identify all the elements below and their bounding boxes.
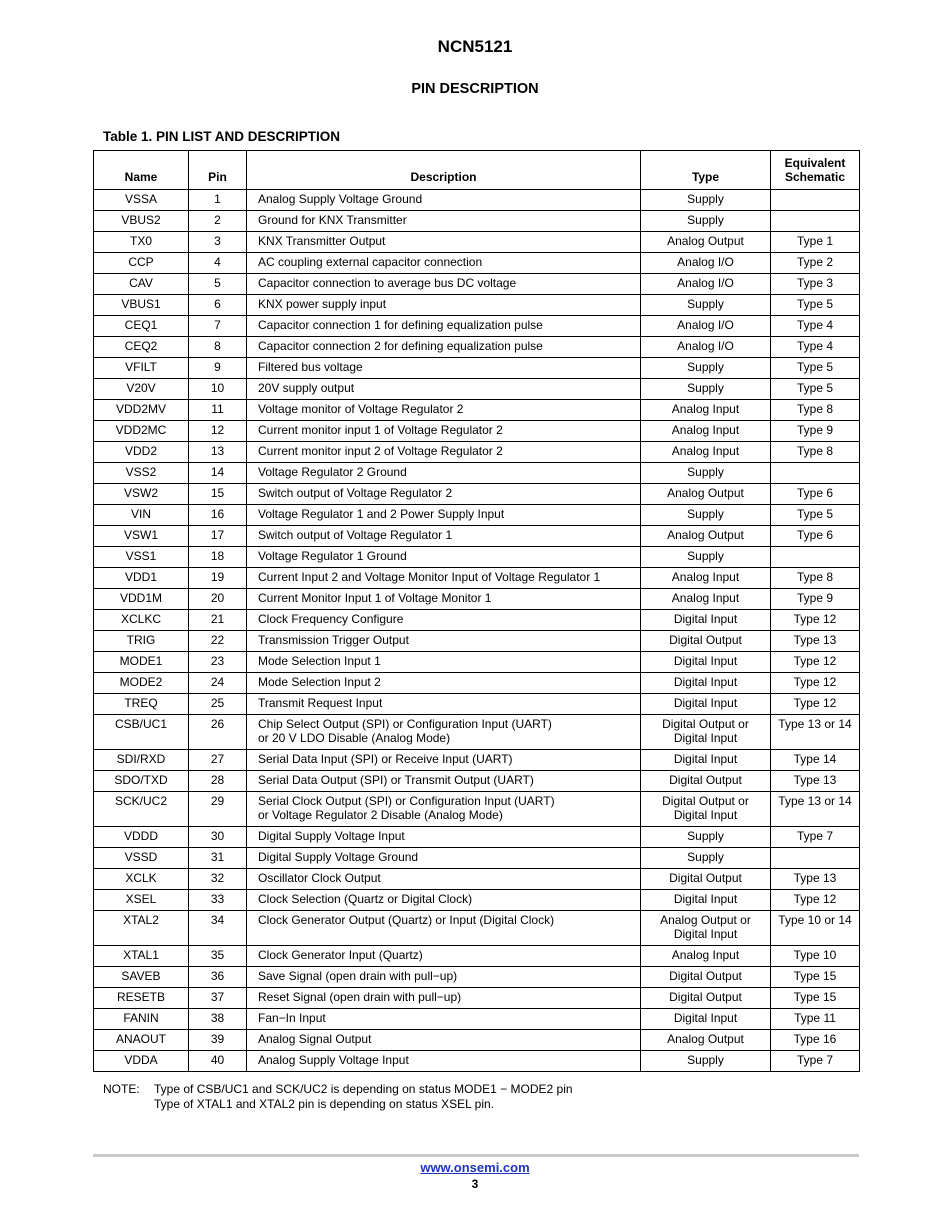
cell-type: Supply: [641, 190, 771, 211]
note-line: Type of CSB/UC1 and SCK/UC2 is depending on status MODE1 − MODE2 pin: [154, 1082, 573, 1096]
table-note: [103, 1082, 573, 1112]
table-row: [94, 771, 860, 792]
cell-equivalent-schematic: Type 5: [771, 505, 860, 526]
cell-pin: 33: [189, 890, 247, 911]
cell-type: Analog I/O: [641, 274, 771, 295]
cell-equivalent-schematic: [771, 547, 860, 568]
cell-description: Analog Signal Output: [247, 1030, 641, 1051]
cell-equivalent-schematic: Type 5: [771, 295, 860, 316]
cell-type: Digital Input: [641, 890, 771, 911]
cell-type: Supply: [641, 547, 771, 568]
cell-equivalent-schematic: Type 10 or 14: [771, 911, 860, 946]
cell-equivalent-schematic: Type 13: [771, 771, 860, 792]
cell-type: Digital Output: [641, 771, 771, 792]
cell-type: Analog Input: [641, 589, 771, 610]
column-header-description: Description: [247, 151, 641, 190]
cell-description: Chip Select Output (SPI) or Configuration Input (UART) or 20 V LDO Disable (Analog Mode): [247, 715, 641, 750]
cell-name: XTAL1: [94, 946, 189, 967]
cell-equivalent-schematic: Type 6: [771, 484, 860, 505]
table-row: [94, 211, 860, 232]
cell-description: Transmission Trigger Output: [247, 631, 641, 652]
cell-pin: 22: [189, 631, 247, 652]
cell-pin: 12: [189, 421, 247, 442]
cell-pin: 29: [189, 792, 247, 827]
cell-equivalent-schematic: Type 12: [771, 610, 860, 631]
cell-pin: 36: [189, 967, 247, 988]
cell-pin: 7: [189, 316, 247, 337]
cell-type: Supply: [641, 379, 771, 400]
cell-description: Capacitor connection 2 for defining equalization pulse: [247, 337, 641, 358]
cell-type: Analog I/O: [641, 337, 771, 358]
table-row: [94, 750, 860, 771]
cell-type: Supply: [641, 827, 771, 848]
cell-type: Digital Input: [641, 610, 771, 631]
cell-type: Supply: [641, 295, 771, 316]
cell-description: Voltage Regulator 1 and 2 Power Supply Input: [247, 505, 641, 526]
cell-pin: 31: [189, 848, 247, 869]
table-row: [94, 442, 860, 463]
cell-name: VSSA: [94, 190, 189, 211]
cell-name: FANIN: [94, 1009, 189, 1030]
cell-name: VDDA: [94, 1051, 189, 1072]
cell-equivalent-schematic: Type 12: [771, 890, 860, 911]
cell-equivalent-schematic: Type 5: [771, 358, 860, 379]
cell-equivalent-schematic: Type 2: [771, 253, 860, 274]
cell-description: Capacitor connection to average bus DC voltage: [247, 274, 641, 295]
cell-pin: 27: [189, 750, 247, 771]
table-row: [94, 610, 860, 631]
cell-equivalent-schematic: Type 1: [771, 232, 860, 253]
cell-type: Analog Input: [641, 946, 771, 967]
cell-type: Analog Input: [641, 421, 771, 442]
cell-description: Reset Signal (open drain with pull−up): [247, 988, 641, 1009]
cell-type: Supply: [641, 505, 771, 526]
cell-name: SDI/RXD: [94, 750, 189, 771]
cell-name: V20V: [94, 379, 189, 400]
cell-description: Clock Generator Output (Quartz) or Input (Digital Clock): [247, 911, 641, 946]
cell-type: Digital Input: [641, 1009, 771, 1030]
note-lines: [154, 1082, 573, 1112]
cell-type: Digital Input: [641, 652, 771, 673]
cell-type: Analog Output or Digital Input: [641, 911, 771, 946]
cell-description: Current monitor input 2 of Voltage Regulator 2: [247, 442, 641, 463]
cell-equivalent-schematic: Type 8: [771, 442, 860, 463]
cell-equivalent-schematic: Type 8: [771, 568, 860, 589]
cell-pin: 2: [189, 211, 247, 232]
cell-pin: 8: [189, 337, 247, 358]
table-header-row: [94, 151, 860, 190]
table-row: [94, 911, 860, 946]
cell-description: KNX Transmitter Output: [247, 232, 641, 253]
table-row: [94, 505, 860, 526]
cell-type: Digital Input: [641, 673, 771, 694]
cell-equivalent-schematic: Type 9: [771, 589, 860, 610]
cell-description: Mode Selection Input 2: [247, 673, 641, 694]
cell-pin: 34: [189, 911, 247, 946]
pin-table-body: [94, 190, 860, 1072]
cell-pin: 28: [189, 771, 247, 792]
cell-name: VSW2: [94, 484, 189, 505]
cell-name: XCLKC: [94, 610, 189, 631]
table-row: [94, 652, 860, 673]
cell-name: CEQ2: [94, 337, 189, 358]
cell-pin: 38: [189, 1009, 247, 1030]
cell-equivalent-schematic: Type 15: [771, 967, 860, 988]
cell-description: Voltage monitor of Voltage Regulator 2: [247, 400, 641, 421]
cell-name: SCK/UC2: [94, 792, 189, 827]
table-row: [94, 421, 860, 442]
cell-pin: 11: [189, 400, 247, 421]
cell-equivalent-schematic: Type 9: [771, 421, 860, 442]
cell-description: Clock Selection (Quartz or Digital Clock): [247, 890, 641, 911]
cell-name: VDD2MV: [94, 400, 189, 421]
cell-equivalent-schematic: Type 12: [771, 694, 860, 715]
cell-equivalent-schematic: [771, 848, 860, 869]
table-row: [94, 358, 860, 379]
cell-pin: 20: [189, 589, 247, 610]
table-row: [94, 631, 860, 652]
cell-equivalent-schematic: Type 16: [771, 1030, 860, 1051]
cell-type: Supply: [641, 848, 771, 869]
cell-pin: 10: [189, 379, 247, 400]
table-row: [94, 526, 860, 547]
cell-name: VIN: [94, 505, 189, 526]
cell-equivalent-schematic: Type 7: [771, 827, 860, 848]
cell-equivalent-schematic: Type 13 or 14: [771, 715, 860, 750]
cell-description: Switch output of Voltage Regulator 2: [247, 484, 641, 505]
table-row: [94, 484, 860, 505]
table-row: [94, 715, 860, 750]
table-row: [94, 1030, 860, 1051]
cell-pin: 37: [189, 988, 247, 1009]
cell-name: XCLK: [94, 869, 189, 890]
cell-equivalent-schematic: Type 11: [771, 1009, 860, 1030]
cell-name: VBUS1: [94, 295, 189, 316]
cell-description: Fan−In Input: [247, 1009, 641, 1030]
cell-description: Serial Data Input (SPI) or Receive Input (UART): [247, 750, 641, 771]
cell-type: Digital Input: [641, 750, 771, 771]
cell-description: Clock Frequency Configure: [247, 610, 641, 631]
cell-type: Analog Input: [641, 400, 771, 421]
cell-type: Analog Input: [641, 442, 771, 463]
table-row: [94, 967, 860, 988]
cell-equivalent-schematic: Type 3: [771, 274, 860, 295]
pin-table: [93, 150, 860, 1072]
table-row: [94, 400, 860, 421]
cell-pin: 24: [189, 673, 247, 694]
section-title: PIN DESCRIPTION: [411, 81, 539, 97]
table-caption: Table 1. PIN LIST AND DESCRIPTION: [103, 129, 341, 144]
cell-pin: 21: [189, 610, 247, 631]
table-row: [94, 848, 860, 869]
cell-name: VSSD: [94, 848, 189, 869]
cell-equivalent-schematic: [771, 190, 860, 211]
cell-description: 20V supply output: [247, 379, 641, 400]
cell-equivalent-schematic: Type 7: [771, 1051, 860, 1072]
cell-type: Analog Input: [641, 568, 771, 589]
column-header-type: Type: [641, 151, 771, 190]
cell-name: VSS2: [94, 463, 189, 484]
table-row: [94, 295, 860, 316]
cell-name: TRIG: [94, 631, 189, 652]
cell-pin: 18: [189, 547, 247, 568]
cell-equivalent-schematic: Type 8: [771, 400, 860, 421]
cell-pin: 35: [189, 946, 247, 967]
cell-name: VDDD: [94, 827, 189, 848]
cell-type: Supply: [641, 1051, 771, 1072]
table-row: [94, 253, 860, 274]
cell-description: Oscillator Clock Output: [247, 869, 641, 890]
cell-description: AC coupling external capacitor connection: [247, 253, 641, 274]
cell-type: Digital Output: [641, 631, 771, 652]
cell-equivalent-schematic: Type 13 or 14: [771, 792, 860, 827]
cell-pin: 26: [189, 715, 247, 750]
cell-description: Save Signal (open drain with pull−up): [247, 967, 641, 988]
cell-name: CEQ1: [94, 316, 189, 337]
cell-pin: 14: [189, 463, 247, 484]
footer-website-link[interactable]: www.onsemi.com: [420, 1160, 530, 1175]
cell-name: CSB/UC1: [94, 715, 189, 750]
cell-equivalent-schematic: Type 12: [771, 673, 860, 694]
cell-name: XSEL: [94, 890, 189, 911]
cell-name: VDD1M: [94, 589, 189, 610]
cell-type: Supply: [641, 463, 771, 484]
document-title: NCN5121: [437, 37, 513, 56]
cell-description: Current monitor input 1 of Voltage Regulator 2: [247, 421, 641, 442]
cell-name: RESETB: [94, 988, 189, 1009]
cell-name: VSS1: [94, 547, 189, 568]
cell-type: Supply: [641, 358, 771, 379]
table-row: [94, 274, 860, 295]
cell-type: Digital Input: [641, 694, 771, 715]
cell-name: SAVEB: [94, 967, 189, 988]
cell-type: Analog I/O: [641, 253, 771, 274]
table-row: [94, 694, 860, 715]
table-row: [94, 190, 860, 211]
table-row: [94, 232, 860, 253]
cell-pin: 40: [189, 1051, 247, 1072]
cell-name: CCP: [94, 253, 189, 274]
cell-description: Current Monitor Input 1 of Voltage Monitor 1: [247, 589, 641, 610]
cell-name: VSW1: [94, 526, 189, 547]
cell-name: SDO/TXD: [94, 771, 189, 792]
table-row: [94, 379, 860, 400]
cell-description: Voltage Regulator 2 Ground: [247, 463, 641, 484]
column-header-equivalent-schematic: Equivalent Schematic: [771, 151, 860, 190]
cell-type: Analog Output: [641, 484, 771, 505]
cell-pin: 3: [189, 232, 247, 253]
table-row: [94, 946, 860, 967]
table-row: [94, 890, 860, 911]
table-row: [94, 463, 860, 484]
cell-pin: 39: [189, 1030, 247, 1051]
cell-description: KNX power supply input: [247, 295, 641, 316]
cell-type: Digital Output: [641, 967, 771, 988]
cell-pin: 23: [189, 652, 247, 673]
cell-type: Digital Output or Digital Input: [641, 792, 771, 827]
cell-description: Serial Data Output (SPI) or Transmit Output (UART): [247, 771, 641, 792]
cell-type: Analog Output: [641, 232, 771, 253]
cell-description: Voltage Regulator 1 Ground: [247, 547, 641, 568]
table-row: [94, 568, 860, 589]
cell-equivalent-schematic: Type 4: [771, 337, 860, 358]
cell-pin: 17: [189, 526, 247, 547]
cell-name: CAV: [94, 274, 189, 295]
table-row: [94, 316, 860, 337]
cell-name: XTAL2: [94, 911, 189, 946]
cell-description: Digital Supply Voltage Input: [247, 827, 641, 848]
cell-equivalent-schematic: Type 10: [771, 946, 860, 967]
cell-name: VBUS2: [94, 211, 189, 232]
cell-equivalent-schematic: Type 4: [771, 316, 860, 337]
cell-description: Digital Supply Voltage Ground: [247, 848, 641, 869]
cell-type: Analog Output: [641, 1030, 771, 1051]
table-row: [94, 869, 860, 890]
cell-equivalent-schematic: [771, 463, 860, 484]
cell-type: Analog I/O: [641, 316, 771, 337]
table-row: [94, 1051, 860, 1072]
table-row: [94, 827, 860, 848]
column-header-name: Name: [94, 151, 189, 190]
cell-type: Digital Output: [641, 988, 771, 1009]
note-label: NOTE:: [103, 1082, 140, 1096]
cell-equivalent-schematic: Type 13: [771, 631, 860, 652]
cell-name: MODE2: [94, 673, 189, 694]
cell-description: Analog Supply Voltage Ground: [247, 190, 641, 211]
cell-description: Filtered bus voltage: [247, 358, 641, 379]
table-row: [94, 1009, 860, 1030]
cell-type: Analog Output: [641, 526, 771, 547]
footer-divider: [93, 1154, 859, 1157]
note-line: Type of XTAL1 and XTAL2 pin is depending on status XSEL pin.: [154, 1097, 494, 1111]
cell-type: Supply: [641, 211, 771, 232]
cell-name: VFILT: [94, 358, 189, 379]
page-number: 3: [471, 1177, 479, 1191]
cell-name: VDD2MC: [94, 421, 189, 442]
table-row: [94, 547, 860, 568]
cell-description: Mode Selection Input 1: [247, 652, 641, 673]
cell-description: Switch output of Voltage Regulator 1: [247, 526, 641, 547]
cell-pin: 13: [189, 442, 247, 463]
cell-equivalent-schematic: Type 14: [771, 750, 860, 771]
table-row: [94, 673, 860, 694]
cell-pin: 15: [189, 484, 247, 505]
cell-description: Clock Generator Input (Quartz): [247, 946, 641, 967]
column-header-pin: Pin: [189, 151, 247, 190]
table-row: [94, 792, 860, 827]
cell-name: ANAOUT: [94, 1030, 189, 1051]
cell-equivalent-schematic: Type 12: [771, 652, 860, 673]
cell-pin: 16: [189, 505, 247, 526]
cell-equivalent-schematic: Type 13: [771, 869, 860, 890]
cell-pin: 19: [189, 568, 247, 589]
cell-description: Transmit Request Input: [247, 694, 641, 715]
cell-name: TREQ: [94, 694, 189, 715]
cell-pin: 32: [189, 869, 247, 890]
cell-pin: 6: [189, 295, 247, 316]
cell-description: Current Input 2 and Voltage Monitor Input of Voltage Regulator 1: [247, 568, 641, 589]
cell-name: VDD2: [94, 442, 189, 463]
table-row: [94, 988, 860, 1009]
cell-type: Digital Output: [641, 869, 771, 890]
cell-name: VDD1: [94, 568, 189, 589]
cell-description: Serial Clock Output (SPI) or Configuration Input (UART) or Voltage Regulator 2 Disable (Analog Mode): [247, 792, 641, 827]
cell-name: MODE1: [94, 652, 189, 673]
cell-pin: 5: [189, 274, 247, 295]
cell-pin: 30: [189, 827, 247, 848]
cell-description: Ground for KNX Transmitter: [247, 211, 641, 232]
cell-description: Capacitor connection 1 for defining equalization pulse: [247, 316, 641, 337]
cell-description: Analog Supply Voltage Input: [247, 1051, 641, 1072]
cell-pin: 25: [189, 694, 247, 715]
table-row: [94, 589, 860, 610]
table-row: [94, 337, 860, 358]
cell-pin: 9: [189, 358, 247, 379]
cell-equivalent-schematic: Type 15: [771, 988, 860, 1009]
cell-equivalent-schematic: Type 6: [771, 526, 860, 547]
cell-pin: 1: [189, 190, 247, 211]
cell-equivalent-schematic: Type 5: [771, 379, 860, 400]
cell-equivalent-schematic: [771, 211, 860, 232]
cell-type: Digital Output or Digital Input: [641, 715, 771, 750]
cell-name: TX0: [94, 232, 189, 253]
cell-pin: 4: [189, 253, 247, 274]
